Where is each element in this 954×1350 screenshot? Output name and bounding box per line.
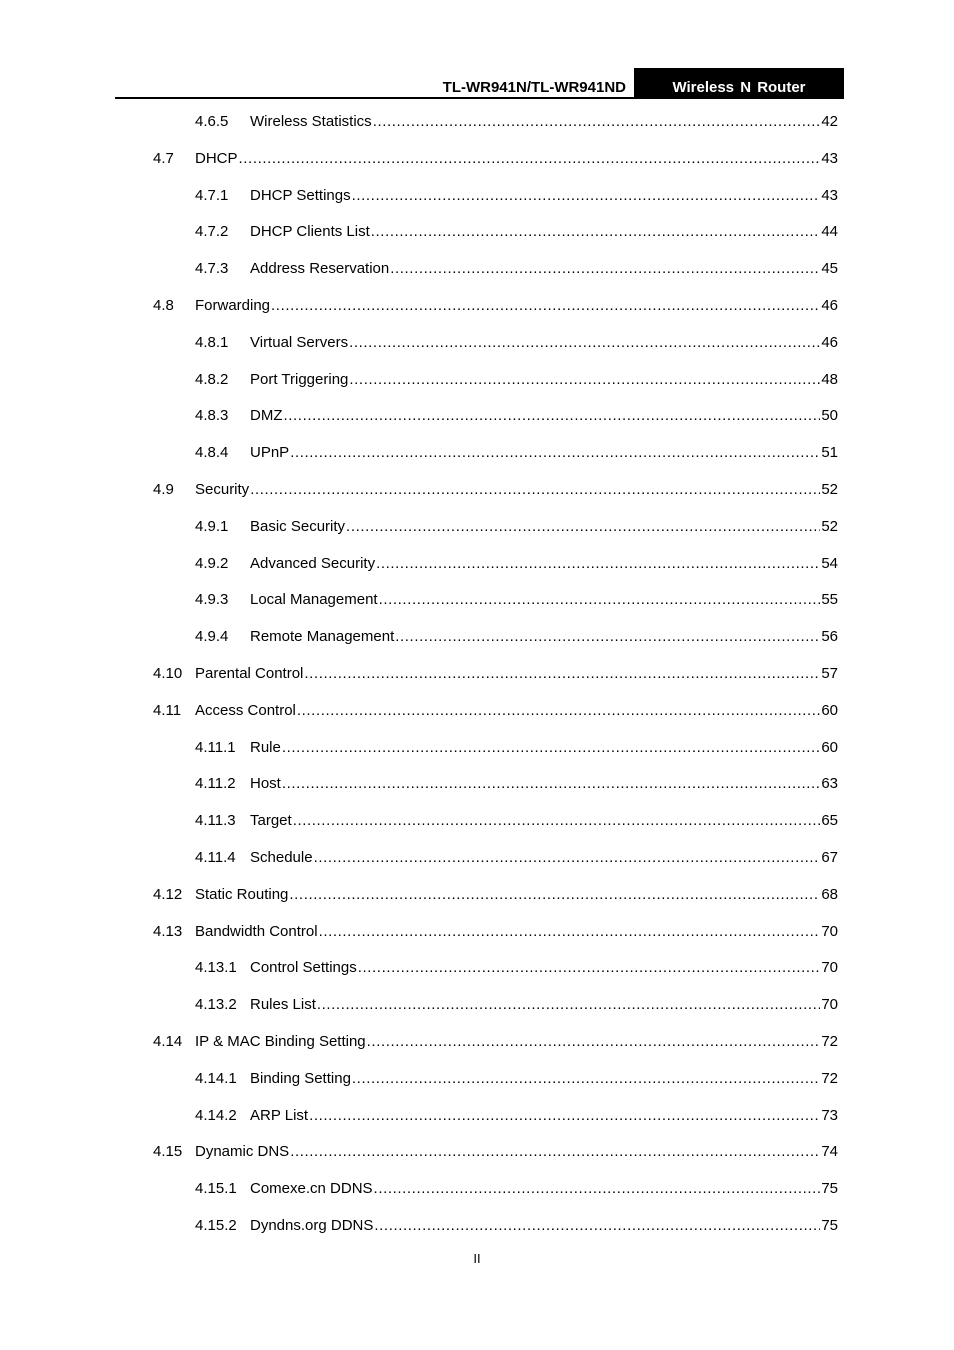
toc-entry-page: 72 — [821, 1069, 838, 1087]
toc-entry-page: 73 — [821, 1106, 838, 1124]
toc-entry-title: Port Triggering — [250, 370, 349, 388]
toc-entry-number: 4.8.1 — [195, 333, 229, 351]
toc-entry-page: 55 — [821, 591, 838, 609]
toc-dot-leader — [250, 479, 820, 501]
toc-dot-leader — [352, 1068, 820, 1090]
toc-entry-page: 74 — [821, 1143, 838, 1161]
toc-entry-number: 4.15.1 — [195, 1180, 237, 1198]
toc-entry-number: 4.8.4 — [195, 444, 229, 462]
toc-entry-line — [250, 957, 838, 979]
toc-entry-title: Address Reservation — [250, 260, 390, 278]
toc-entry-page: 46 — [821, 297, 838, 314]
toc-entry-page: 67 — [821, 849, 838, 866]
toc-entry[interactable] — [0, 1068, 954, 1090]
toc-entry[interactable] — [0, 1031, 954, 1053]
toc-entry-line — [195, 295, 838, 317]
toc-entry-line — [250, 221, 838, 243]
toc-dot-leader — [282, 773, 820, 795]
toc-entry[interactable] — [0, 185, 954, 207]
toc-entry-page: 54 — [821, 554, 838, 572]
toc-entry[interactable] — [0, 405, 954, 427]
toc-entry-page: 45 — [821, 260, 838, 278]
toc-entry-line — [250, 1068, 838, 1090]
toc-entry-line — [195, 700, 838, 722]
toc-entry-title: DHCP Settings — [250, 186, 351, 204]
toc-entry-page: 70 — [821, 922, 838, 940]
toc-entry-line — [250, 332, 838, 354]
toc-entry[interactable] — [0, 1215, 954, 1237]
toc-entry-line — [250, 405, 838, 427]
toc-dot-leader — [282, 737, 820, 759]
toc-entry-title: Dynamic DNS — [195, 1143, 290, 1161]
toc-entry[interactable] — [0, 1105, 954, 1127]
toc-dot-leader — [376, 553, 820, 575]
toc-dot-leader — [374, 1178, 821, 1200]
page-header — [115, 68, 844, 99]
toc-entry-title: DMZ — [250, 407, 283, 425]
toc-entry-page: 60 — [821, 738, 838, 756]
toc-entry-number: 4.8 — [153, 297, 174, 314]
toc-entry-line — [250, 369, 838, 391]
toc-dot-leader — [371, 221, 821, 243]
toc-entry-line — [250, 994, 838, 1016]
toc-entry-title: Control Settings — [250, 959, 357, 977]
toc-entry-number: 4.9 — [153, 481, 174, 498]
toc-entry-title: Rule — [250, 738, 281, 756]
toc-entry-page: 70 — [821, 996, 838, 1014]
toc-dot-leader — [358, 957, 821, 979]
toc-entry-line — [250, 1215, 838, 1237]
toc-entry-title: Binding Setting — [250, 1069, 351, 1087]
toc-entry-page: 46 — [821, 333, 838, 351]
header-product-name: Wireless N Router — [634, 68, 844, 99]
toc-entry[interactable] — [0, 111, 954, 133]
toc-entry-line — [250, 185, 838, 207]
toc-entry-line — [195, 1031, 838, 1053]
toc-entry-number: 4.7.1 — [195, 186, 229, 204]
toc-entry-number: 4.11.2 — [195, 775, 236, 793]
toc-entry-page: 75 — [821, 1180, 838, 1198]
toc-entry-line — [250, 111, 838, 133]
toc-dot-leader — [349, 332, 820, 354]
toc-entry-title: Static Routing — [195, 885, 289, 903]
toc-entry-page: 56 — [821, 628, 838, 646]
toc-entry[interactable] — [0, 626, 954, 648]
toc-entry-number: 4.8.3 — [195, 407, 229, 425]
toc-entry-line — [250, 737, 838, 759]
toc-entry[interactable] — [0, 148, 954, 170]
toc-entry[interactable] — [0, 553, 954, 575]
toc-entry-title: Parental Control — [195, 665, 304, 682]
toc-entry-line — [250, 1178, 838, 1200]
toc-entry[interactable] — [0, 957, 954, 979]
toc-entry-title: Schedule — [250, 849, 313, 866]
toc-entry-page: 51 — [821, 444, 838, 462]
toc-entry-title: Wireless Statistics — [250, 113, 372, 130]
toc-entry-line — [250, 626, 838, 648]
toc-entry-page: 42 — [821, 113, 838, 130]
toc-entry-page: 65 — [821, 812, 838, 830]
page-number: II — [473, 1251, 481, 1266]
toc-entry-line — [250, 516, 838, 538]
toc-entry[interactable] — [0, 295, 954, 317]
header-rule — [115, 97, 844, 99]
toc-entry-page: 70 — [821, 959, 838, 977]
toc-entry[interactable] — [0, 700, 954, 722]
toc-entry-page: 68 — [821, 885, 838, 903]
toc-entry-number: 4.15.2 — [195, 1217, 237, 1234]
toc-entry-title: Target — [250, 812, 292, 830]
toc-entry-line — [195, 1141, 838, 1163]
toc-entry[interactable] — [0, 258, 954, 280]
toc-dot-leader — [289, 884, 820, 906]
toc-dot-leader — [290, 1141, 820, 1163]
toc-entry[interactable] — [0, 994, 954, 1016]
toc-entry-title: Forwarding — [195, 297, 271, 314]
toc-entry[interactable] — [0, 884, 954, 906]
toc-entry-line — [195, 663, 838, 685]
toc-entry-title: Remote Management — [250, 628, 395, 646]
toc-entry[interactable] — [0, 737, 954, 759]
toc-dot-leader — [319, 921, 821, 943]
toc-dot-leader — [239, 148, 821, 170]
toc-entry-title: IP & MAC Binding Setting — [195, 1033, 366, 1050]
toc-dot-leader — [293, 810, 821, 832]
toc-entry-title: Advanced Security — [250, 554, 376, 572]
toc-entry-line — [250, 589, 838, 611]
toc-entry[interactable] — [0, 663, 954, 685]
toc-entry-number: 4.14.2 — [195, 1106, 237, 1124]
toc-dot-leader — [390, 258, 820, 280]
toc-entry-page: 52 — [821, 481, 838, 498]
toc-entry-number: 4.8.2 — [195, 370, 229, 388]
toc-entry-number: 4.10 — [153, 665, 183, 682]
toc-entry-number: 4.7.3 — [195, 260, 229, 278]
toc-dot-leader — [317, 994, 820, 1016]
toc-entry[interactable] — [0, 1141, 954, 1163]
toc-entry-page: 57 — [821, 665, 838, 682]
toc-dot-leader — [374, 1215, 820, 1237]
toc-entry-page: 60 — [821, 701, 838, 719]
toc-entry-title: DHCP Clients List — [250, 223, 370, 241]
toc-entry-page: 75 — [821, 1217, 838, 1234]
toc-entry-number: 4.9.2 — [195, 554, 229, 572]
toc-entry-line — [195, 921, 838, 943]
toc-entry-line — [250, 442, 838, 464]
toc-entry[interactable] — [0, 369, 954, 391]
toc-entry-title: Virtual Servers — [250, 333, 349, 351]
toc-entry-number: 4.7 — [153, 149, 174, 167]
toc-entry-title: Local Management — [250, 591, 378, 609]
toc-entry-number: 4.9.1 — [195, 517, 229, 535]
toc-entry-number: 4.11.3 — [195, 812, 236, 830]
toc-entry[interactable] — [0, 479, 954, 501]
toc-dot-leader — [352, 185, 821, 207]
toc-entry-title: ARP List — [250, 1106, 309, 1124]
toc-entry[interactable] — [0, 773, 954, 795]
toc-entry-page: 43 — [821, 186, 838, 204]
toc-entry-number: 4.15 — [153, 1143, 183, 1161]
toc-entry[interactable] — [0, 589, 954, 611]
toc-dot-leader — [367, 1031, 821, 1053]
toc-dot-leader — [304, 663, 820, 685]
toc-entry[interactable] — [0, 332, 954, 354]
toc-dot-leader — [373, 111, 821, 133]
toc-dot-leader — [346, 516, 820, 538]
toc-entry-number: 4.14 — [153, 1033, 183, 1050]
toc-dot-leader — [349, 369, 820, 391]
toc-entry-number: 4.11.4 — [195, 849, 236, 866]
toc-entry-title: Dyndns.org DDNS — [250, 1217, 374, 1234]
toc-entry-line — [250, 1105, 838, 1127]
toc-entry-title: Rules List — [250, 996, 316, 1014]
toc-entry-title: UPnP — [250, 444, 290, 462]
toc-entry-number: 4.9.3 — [195, 591, 229, 609]
toc-dot-leader — [309, 1105, 820, 1127]
toc-entry[interactable] — [0, 442, 954, 464]
toc-entry-title: Comexe.cn DDNS — [250, 1180, 373, 1198]
toc-dot-leader — [290, 442, 820, 464]
toc-dot-leader — [314, 847, 821, 869]
toc-dot-leader — [395, 626, 820, 648]
toc-entry-number: 4.11 — [153, 701, 182, 719]
toc-entry[interactable] — [0, 921, 954, 943]
header-model-name: TL-WR941N/TL-WR941ND — [442, 79, 626, 96]
toc-entry[interactable] — [0, 810, 954, 832]
toc-entry-title: Basic Security — [250, 517, 346, 535]
toc-entry-number: 4.11.1 — [195, 738, 236, 756]
toc-entry-title: Host — [250, 775, 281, 793]
toc-entry-number: 4.12 — [153, 885, 183, 903]
toc-entry-number: 4.13.2 — [195, 996, 237, 1014]
toc-entry-line — [250, 810, 838, 832]
toc-entry-line — [250, 258, 838, 280]
toc-entry-page: 63 — [821, 775, 838, 793]
toc-entry-page: 50 — [821, 407, 838, 425]
toc-entry[interactable] — [0, 1178, 954, 1200]
toc-entry-line — [195, 479, 838, 501]
toc-entry-title: Access Control — [195, 701, 296, 719]
toc-entry-line — [250, 847, 838, 869]
toc-dot-leader — [271, 295, 820, 317]
toc-entry[interactable] — [0, 847, 954, 869]
toc-entry-line — [195, 148, 838, 170]
toc-entry-number: 4.9.4 — [195, 628, 229, 646]
toc-entry-number: 4.6.5 — [195, 113, 229, 130]
toc-entry-line — [195, 884, 838, 906]
toc-entry-number: 4.14.1 — [195, 1069, 237, 1087]
toc-entry[interactable] — [0, 516, 954, 538]
toc-dot-leader — [284, 405, 821, 427]
toc-entry-number: 4.13.1 — [195, 959, 237, 977]
toc-entry-page: 44 — [821, 223, 838, 241]
toc-entry-title: DHCP — [195, 149, 238, 167]
toc-dot-leader — [297, 700, 820, 722]
toc-entry-page: 43 — [821, 149, 838, 167]
toc-entry-title: Security — [195, 481, 250, 498]
toc-entry[interactable] — [0, 221, 954, 243]
toc-entry-page: 48 — [821, 370, 838, 388]
toc-entry-number: 4.13 — [153, 922, 183, 940]
toc-dot-leader — [379, 589, 821, 611]
toc-entry-page: 72 — [821, 1033, 838, 1050]
toc-entry-number: 4.7.2 — [195, 223, 229, 241]
toc-entry-title: Bandwidth Control — [195, 922, 318, 940]
toc-entry-line — [250, 773, 838, 795]
toc-entry-line — [250, 553, 838, 575]
toc-entry-page: 52 — [821, 517, 838, 535]
